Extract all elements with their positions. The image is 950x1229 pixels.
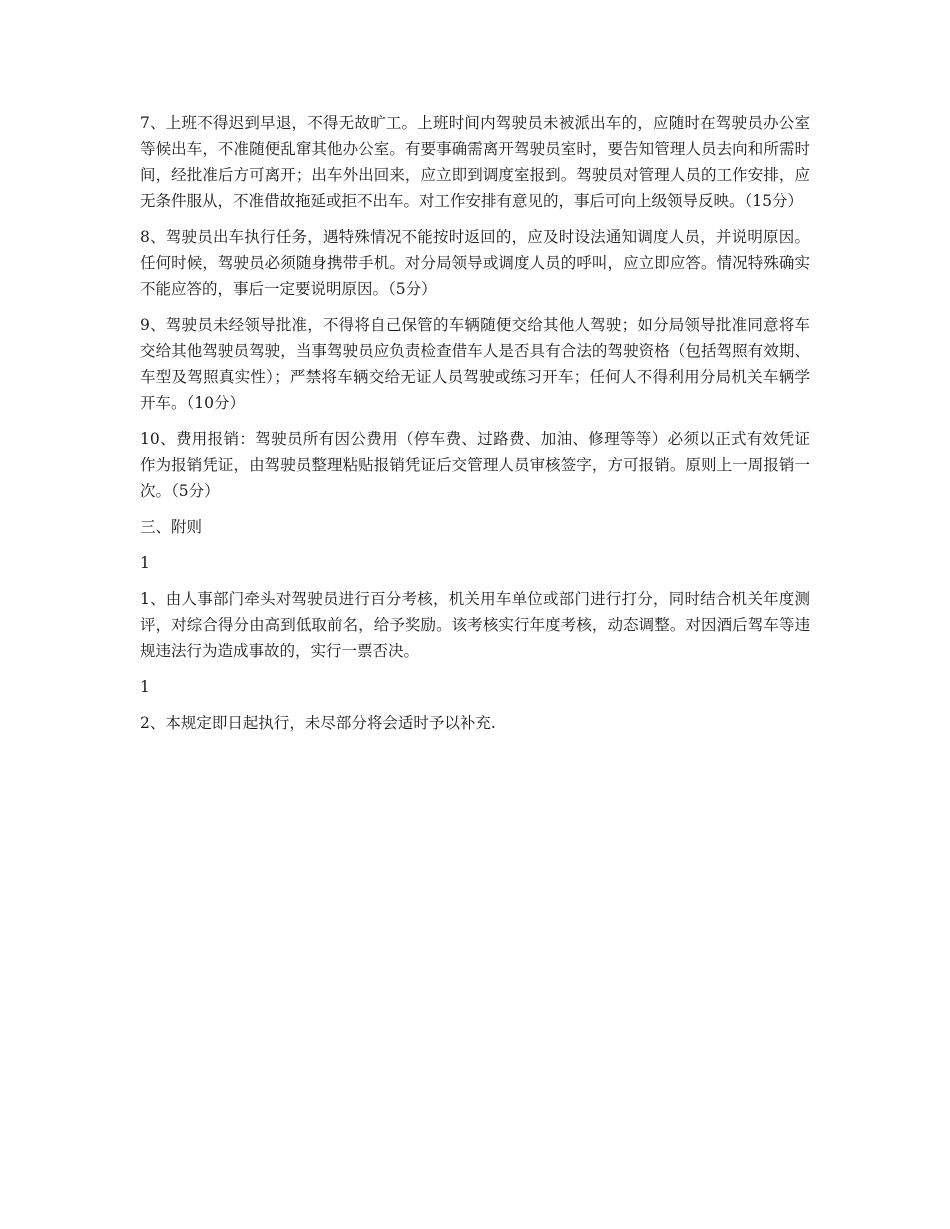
list-marker-1: 1 [140, 554, 150, 572]
paragraph-item-9: 9、驾驶员未经领导批准，不得将自己保管的车辆随便交给其他人驾驶；如分局领导批准同意将车交给其他驾驶员驾驶，当事驾驶员应负责检查借车人是否具有合法的驾驶资格（包括驾照有效期、车型及驾照真实性）；严禁将车辆交给无证人员驾驶或练习开车；任何人不得利用分局机关车辆学开车。（10分） [140, 316, 810, 412]
paragraph-item-8: 8、驾驶员出车执行任务，遇特殊情况不能按时返回的，应及时设法通知调度人员，并说明原因。任何时候，驾驶员必须随身携带手机。对分局领导或调度人员的呼叫，应立即应答。情况特殊确实不能应答的，事后一定要说明原因。（5分） [140, 228, 810, 298]
appendix-rule-1: 1、由人事部门牵头对驾驶员进行百分考核，机关用车单位或部门进行打分，同时结合机关年度测评，对综合得分由高到低取前名，给予奖励。该考核实行年度考核，动态调整。对因酒后驾车等违规违法行为造成事故的，实行一票否决。 [140, 590, 810, 660]
paragraph-item-10: 10、费用报销：驾驶员所有因公费用（停车费、过路费、加油、修理等等）必须以正式有效凭证作为报销凭证，由驾驶员整理粘贴报销凭证后交管理人员审核签字，方可报销。原则上一周报销一次。（5分） [140, 430, 810, 500]
section-heading-appendix: 三、附则 [140, 518, 203, 536]
paragraph-item-7: 7、上班不得迟到早退，不得无故旷工。上班时间内驾驶员未被派出车的，应随时在驾驶员办公室等候出车，不准随便乱窜其他办公室。有要事确需离开驾驶员室时，要告知管理人员去向和所需时间，经批准后方可离开；出车外出回来，应立即到调度室报到。驾驶员对管理人员的工作安排，应无条件服从，不准借故拖延或拒不出车。对工作安排有意见的，事后可向上级领导反映。（15分） [140, 114, 810, 210]
list-marker-2: 1 [140, 678, 150, 696]
document-body [140, 110, 810, 746]
appendix-rule-2: 2、本规定即日起执行，未尽部分将会适时予以补充. [140, 714, 496, 732]
